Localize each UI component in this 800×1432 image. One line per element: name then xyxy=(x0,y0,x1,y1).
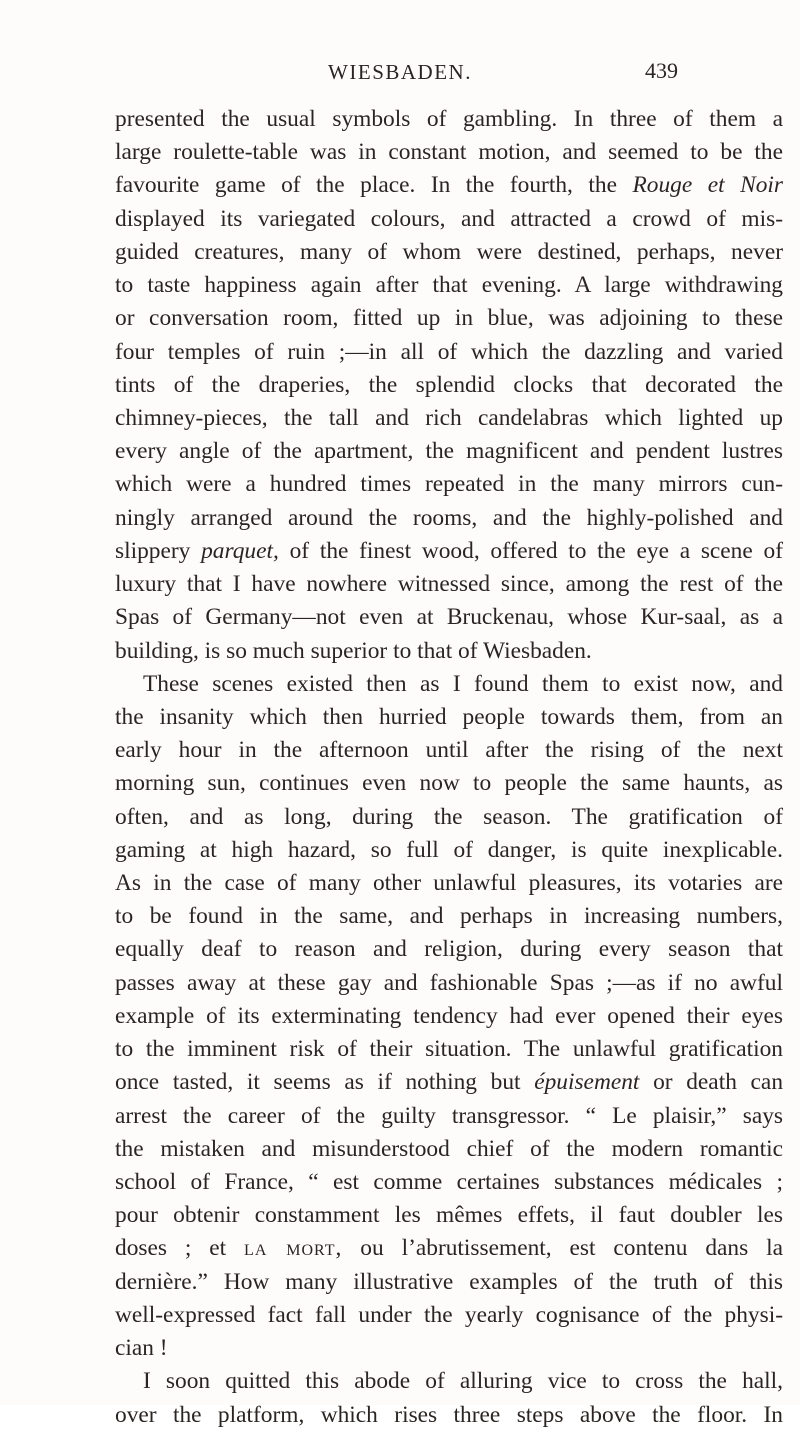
text-line xyxy=(115,169,783,202)
text-segment: or death can xyxy=(639,1069,784,1096)
text-segment: once tasted, it seems as if nothing but xyxy=(115,1069,535,1096)
text-line xyxy=(115,1266,783,1299)
text-line xyxy=(115,1199,783,1232)
text-line xyxy=(115,1000,783,1033)
text-segment: arrest the career of the guilty transgressor. “ Le plaisir,” says xyxy=(115,1102,783,1129)
text-segment: doses ; et xyxy=(115,1235,245,1262)
running-title: WIESBADEN. xyxy=(328,60,472,84)
text-segment: the mistaken and misunderstood chief of the modern romantic xyxy=(115,1135,783,1162)
text-segment: passes away at these gay and fashionable Spas ;—as if no awful xyxy=(115,969,783,996)
text-line xyxy=(115,1066,783,1099)
text-segment: These scenes existed then as I found them to exist now, and xyxy=(143,670,783,697)
text-line xyxy=(115,236,783,269)
text-segment: of the finest wood, offered to the eye a scene of xyxy=(278,537,783,564)
text-line xyxy=(115,1100,783,1133)
text-segment: favourite game of the place. In the fourth, the xyxy=(115,172,633,199)
text-line xyxy=(115,834,783,867)
text-line xyxy=(115,1166,783,1199)
text-line xyxy=(115,402,783,435)
text-line xyxy=(115,336,783,369)
body-text xyxy=(0,103,800,1432)
text-segment: every angle of the apartment, the magnificent and pendent lustres xyxy=(115,438,783,465)
text-segment: chimney-pieces, the tall and rich candelabras which lighted up xyxy=(115,404,783,431)
italic-phrase: parquet, xyxy=(201,537,279,564)
text-line xyxy=(115,1299,783,1332)
text-segment: guided creatures, many of whom were destined, perhaps, never xyxy=(115,238,783,265)
text-segment: well-expressed fact fall under the yearly cognisance of the physi- xyxy=(115,1301,783,1328)
text-segment: cian ! xyxy=(115,1335,168,1362)
text-segment: morning sun, continues even now to people the same haunts, as xyxy=(115,770,783,797)
text-segment: large roulette-table was in constant motion, and seemed to be the xyxy=(115,139,783,166)
text-segment: presented the usual symbols of gambling. In three of them a xyxy=(115,106,783,132)
text-segment: luxury that I have nowhere witnessed since, among the rest of the xyxy=(115,571,783,598)
text-line xyxy=(115,502,783,535)
text-segment: I soon quitted this abode of alluring vice to cross the hall, xyxy=(143,1368,783,1395)
text-line xyxy=(143,1365,783,1398)
text-line xyxy=(115,568,783,601)
page-number: 439 xyxy=(645,58,678,83)
text-segment: to the imminent risk of their situation. The unlawful gratification xyxy=(115,1036,783,1063)
text-segment: to be found in the same, and perhaps in increasing numbers, xyxy=(115,903,783,930)
text-line xyxy=(115,1399,783,1432)
text-segment: often, and as long, during the season. The gratification of xyxy=(115,803,783,830)
small-caps-phrase: la mort, xyxy=(244,1235,343,1262)
text-line xyxy=(115,933,783,966)
text-segment: example of its exterminating tendency had ever opened their eyes xyxy=(115,1002,783,1029)
text-line xyxy=(115,468,783,501)
text-line xyxy=(115,967,783,1000)
text-line xyxy=(115,1232,783,1265)
text-segment: or conversation room, fitted up in blue, was adjoining to these xyxy=(115,305,783,332)
text-line xyxy=(115,435,783,468)
text-line xyxy=(115,369,783,402)
text-line xyxy=(115,1133,783,1166)
text-line xyxy=(115,535,783,568)
italic-phrase: épuisement xyxy=(534,1069,640,1096)
text-line xyxy=(115,203,783,236)
text-line xyxy=(115,767,783,800)
running-head xyxy=(0,58,800,88)
text-line xyxy=(115,900,783,933)
text-line xyxy=(115,103,783,136)
text-line xyxy=(115,635,783,668)
text-line xyxy=(115,601,783,634)
text-segment: Spas of Germany—not even at Bruckenau, whose Kur-saal, as a xyxy=(115,604,783,631)
text-segment: the insanity which then hurried people towards them, from an xyxy=(115,703,783,730)
text-segment: equally deaf to reason and religion, during every season that xyxy=(115,936,783,963)
text-segment: slippery xyxy=(115,537,202,564)
text-segment: building, is so much superior to that of Wiesbaden. xyxy=(115,637,592,664)
text-line xyxy=(115,701,783,734)
text-segment: tints of the draperies, the splendid clocks that decorated the xyxy=(115,371,783,398)
italic-phrase: Rouge et Noir xyxy=(632,172,783,199)
text-line xyxy=(115,269,783,302)
text-line xyxy=(143,668,783,701)
text-segment: early hour in the afternoon until after the rising of the next xyxy=(115,737,783,764)
text-line xyxy=(115,136,783,169)
text-segment: As in the case of many other unlawful pleasures, its votaries are xyxy=(115,870,783,897)
text-segment: over the platform, which rises three steps above the floor. In xyxy=(115,1401,783,1428)
text-line xyxy=(115,734,783,767)
text-segment: gaming at high hazard, so full of danger, is quite inexplicable. xyxy=(115,836,783,863)
text-segment: school of France, “ est comme certaines substances médicales ; xyxy=(115,1169,783,1195)
text-segment: dernière.” How many illustrative examples of the truth of this xyxy=(115,1268,783,1295)
text-segment: to taste happiness again after that evening. A large withdrawing xyxy=(115,272,783,299)
text-line xyxy=(115,801,783,834)
text-segment: ningly arranged around the rooms, and the highly-polished and xyxy=(115,504,783,531)
text-line xyxy=(115,1033,783,1066)
text-segment: four temples of ruin ;—in all of which the dazzling and varied xyxy=(115,338,783,365)
text-segment: which were a hundred times repeated in the many mirrors cun- xyxy=(115,471,783,498)
text-segment: displayed its variegated colours, and attracted a crowd of mis- xyxy=(115,205,783,232)
text-segment: pour obtenir constamment les mêmes effets, il faut doubler les xyxy=(115,1202,783,1229)
text-line xyxy=(115,867,783,900)
text-line xyxy=(115,302,783,335)
text-line xyxy=(115,1332,783,1365)
text-segment: ou l’abrutissement, est contenu dans la xyxy=(342,1235,783,1262)
